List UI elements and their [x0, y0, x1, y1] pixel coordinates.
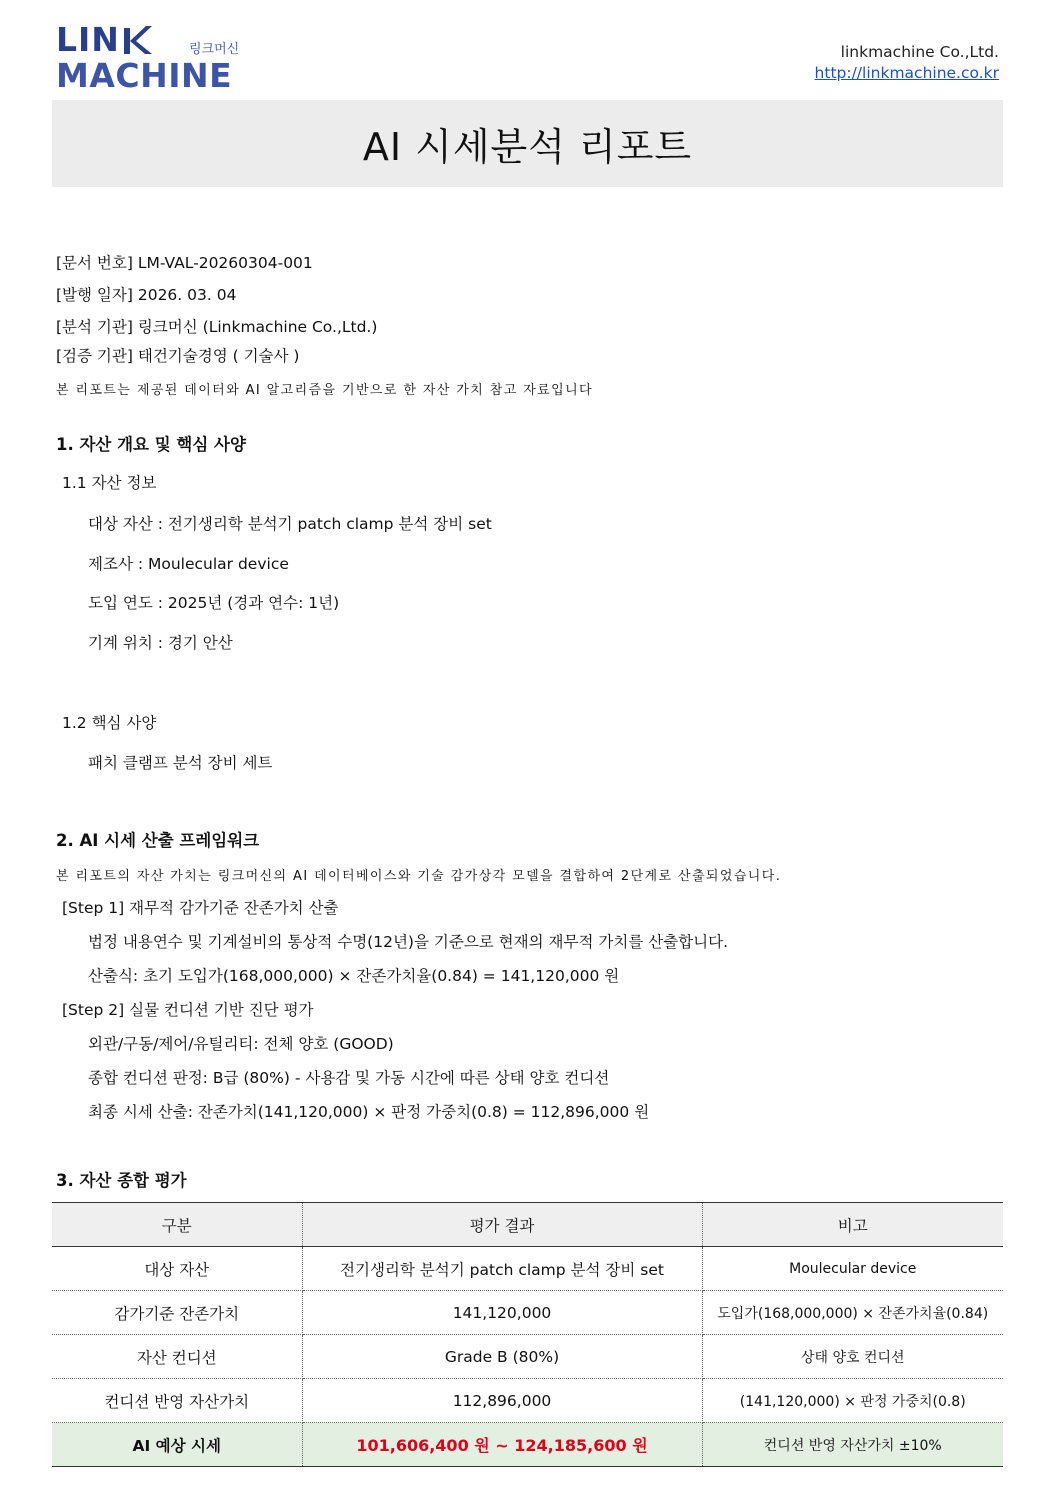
company-info [815, 42, 999, 84]
section1-1-heading: 1.1 자산 정보 [62, 474, 157, 492]
step2-heading: [Step 2] 실물 컨디션 기반 진단 평가 [62, 1001, 314, 1019]
manufacturer: 제조사 : Moulecular device [88, 555, 289, 573]
table-cell: 자산 컨디션 [52, 1335, 302, 1379]
table-cell: 141,120,000 [302, 1291, 702, 1335]
intro-year: 도입 연도 : 2025년 (경과 연수: 1년) [88, 594, 340, 612]
analyst-org: [분석 기관] 링크머신 (Linkmachine Co.,Ltd.) [56, 318, 378, 336]
ai-estimate-range: 101,606,400 원 ~ 124,185,600 원 [302, 1423, 702, 1467]
table-row [52, 1291, 1003, 1335]
table-row [52, 1247, 1003, 1291]
table-cell: 112,896,000 [302, 1379, 702, 1423]
section1-heading: 1. 자산 개요 및 핵심 사양 [56, 435, 246, 454]
table-cell: 컨디션 반영 자산가치 [52, 1379, 302, 1423]
step1-heading: [Step 1] 재무적 감가기준 잔존가치 산출 [62, 899, 339, 917]
report-title: AI 시세분석 리포트 [362, 125, 693, 169]
section2-heading: 2. AI 시세 산출 프레임워크 [56, 831, 260, 850]
step2-grade: 종합 컨디션 판정: B급 (80%) - 사용감 및 가동 시간에 따른 상태 양호 컨디션 [88, 1069, 610, 1087]
table-cell: 상태 양호 컨디션 [702, 1335, 1003, 1379]
logo-korean-text: 링크머신 [189, 42, 240, 57]
step2-final-formula: 최종 시세 산출: 잔존가치(141,120,000) × 판정 가중치(0.8) = 112,896,000 원 [88, 1103, 650, 1121]
step1-formula: 산출식: 초기 도입가(168,000,000) × 잔존가치율(0.84) = 141,120,000 원 [88, 967, 620, 985]
logo-text-top: LIN [56, 20, 120, 59]
table-cell: 전기생리학 분석기 patch clamp 분석 장비 set [302, 1247, 702, 1291]
table-cell: 감가기준 잔존가치 [52, 1291, 302, 1335]
linkmachine-logo [56, 22, 256, 96]
company-url-link[interactable]: http://linkmachine.co.kr [814, 64, 999, 82]
table-row [52, 1335, 1003, 1379]
section2-intro: 본 리포트의 자산 가치는 링크머신의 AI 데이터베이스와 기술 감가상각 모델을 결합하여 2단계로 산출되었습니다. [56, 869, 782, 884]
asset-evaluation-table [52, 1202, 1003, 1467]
table-cell: (141,120,000) × 판정 가중치(0.8) [702, 1379, 1003, 1423]
table-row [52, 1379, 1003, 1423]
table-cell: 도입가(168,000,000) × 잔존가치율(0.84) [702, 1291, 1003, 1335]
verifier-org: [검증 기관] 태건기술경영 ( 기술사 ) [56, 347, 300, 365]
logo-text-bottom: MACHINE [56, 56, 233, 95]
column-header: 구분 [52, 1203, 302, 1247]
report-title-bar [52, 100, 1003, 187]
company-name: linkmachine Co.,Ltd. [840, 43, 999, 61]
logo-k-mark-icon [122, 24, 154, 56]
table-cell: Grade B (80%) [302, 1335, 702, 1379]
ai-estimate-row [52, 1423, 1003, 1467]
core-spec: 패치 클램프 분석 장비 세트 [88, 754, 273, 772]
step2-condition: 외관/구동/제어/유틸리티: 전체 양호 (GOOD) [88, 1035, 394, 1053]
asset-name: 대상 자산 : 전기생리학 분석기 patch clamp 분석 장비 set [88, 515, 492, 533]
doc-number: [문서 번호] LM-VAL-20260304-001 [56, 254, 313, 272]
issue-date: [발행 일자] 2026. 03. 04 [56, 286, 237, 304]
ai-estimate-label: AI 예상 시세 [52, 1423, 302, 1467]
section3-heading: 3. 자산 종합 평가 [56, 1171, 187, 1190]
table-cell: 대상 자산 [52, 1247, 302, 1291]
step1-description: 법정 내용연수 및 기계설비의 통상적 수명(12년)을 기준으로 현재의 재무적 가치를 산출합니다. [88, 933, 729, 951]
table-cell: Moulecular device [702, 1247, 1003, 1291]
table-header-row [52, 1203, 1003, 1247]
column-header: 평가 결과 [302, 1203, 702, 1247]
ai-estimate-note: 컨디션 반영 자산가치 ±10% [702, 1423, 1003, 1467]
machine-location: 기계 위치 : 경기 안산 [88, 634, 233, 652]
disclaimer: 본 리포트는 제공된 데이터와 AI 알고리즘을 기반으로 한 자산 가치 참고 자료입니다 [56, 383, 593, 398]
column-header: 비고 [702, 1203, 1003, 1247]
section1-2-heading: 1.2 핵심 사양 [62, 714, 157, 732]
